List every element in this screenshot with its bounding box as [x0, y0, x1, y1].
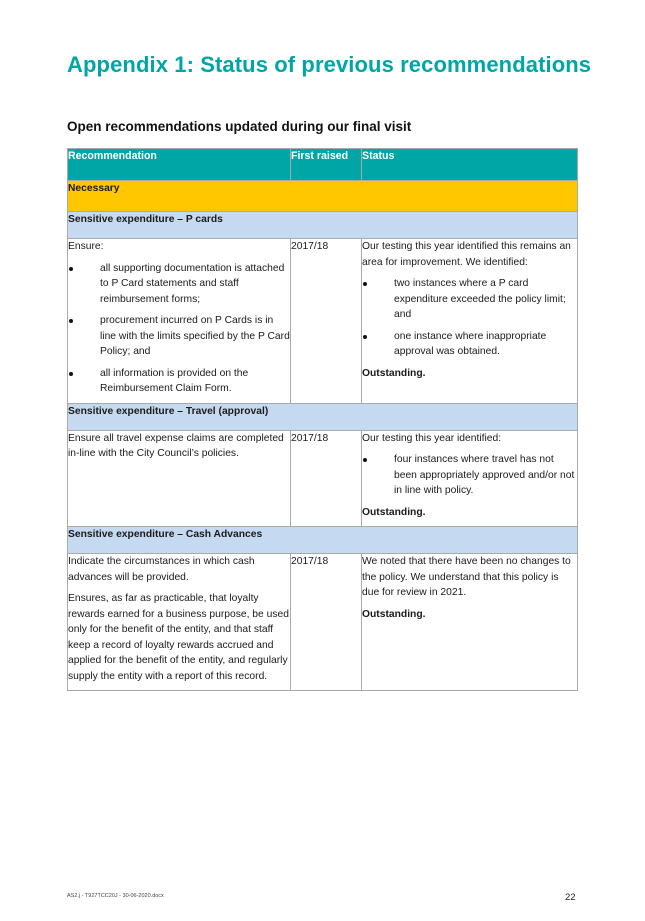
bullet-icon: [363, 335, 367, 339]
status-list: [362, 452, 577, 499]
list-item-text: two instances where a P card expenditure exceeded the policy limit; and: [394, 278, 566, 320]
section-row: [68, 403, 578, 430]
list-item: [362, 452, 577, 499]
recommendation-cell: [68, 430, 291, 527]
page-number: 22: [565, 892, 576, 903]
status-cell: [362, 239, 578, 404]
section-title-cash-advances: Sensitive expenditure – Cash Advances: [68, 527, 578, 554]
table-header-row: [68, 149, 578, 181]
status-outcome: Outstanding.: [362, 608, 426, 620]
list-item: [68, 366, 290, 397]
table-row: [68, 554, 578, 691]
priority-label: Necessary: [68, 181, 578, 212]
list-item: [68, 261, 290, 308]
recommendations-table: [67, 148, 578, 691]
bullet-icon: [363, 458, 367, 462]
section-title-p-cards: Sensitive expenditure – P cards: [68, 212, 578, 239]
status-intro: We noted that there have been no changes to the policy. We understand that this policy is due for review in 2021.: [362, 556, 571, 598]
recommendation-intro: Ensure:: [68, 241, 104, 252]
list-item: [362, 276, 577, 323]
recommendation-cell: [68, 239, 291, 404]
first-raised-cell: 2017/18: [291, 239, 362, 404]
status-list: [362, 276, 577, 360]
table-row: [68, 239, 578, 404]
section-title-travel: Sensitive expenditure – Travel (approval): [68, 403, 578, 430]
recommendation-cell: [68, 554, 291, 691]
status-intro: Our testing this year identified this remains an area for improvement. We identified:: [362, 241, 571, 268]
status-intro: Our testing this year identified:: [362, 432, 502, 444]
section-subtitle: Open recommendations updated during our final visit: [67, 119, 412, 134]
status-cell: [362, 554, 578, 691]
priority-row: [68, 181, 578, 212]
header-status: Status: [362, 149, 578, 181]
bullet-icon: [69, 319, 73, 323]
status-cell: [362, 430, 578, 527]
first-raised-cell: 2017/18: [291, 554, 362, 691]
recommendation-list: [68, 261, 290, 397]
header-recommendation: Recommendation: [68, 149, 291, 181]
list-item-text: all supporting documentation is attached to P Card statements and staff reimbursement forms;: [100, 262, 285, 305]
recommendation-paragraph: Ensures, as far as practicable, that loyalty rewards earned for a business purpose, be used only for the benefit of the entity, and that staff keep a record of loyalty rewards accrued and applied for the benefit of the entity, and regularly supply the entity with a report of this record.: [68, 593, 289, 682]
list-item: [68, 313, 290, 360]
section-row: [68, 527, 578, 554]
list-item: [362, 329, 577, 360]
bullet-icon: [69, 267, 73, 271]
section-row: [68, 212, 578, 239]
bullet-icon: [69, 372, 73, 376]
list-item-text: four instances where travel has not been appropriately approved and/or not in line with policy.: [394, 454, 575, 496]
list-item-text: procurement incurred on P Cards is in line with the limits specified by the P Card Policy; and: [100, 315, 290, 357]
list-item-text: one instance where inappropriate approval was obtained.: [394, 330, 547, 357]
recommendation-paragraph: Indicate the circumstances in which cash advances will be provided.: [68, 556, 255, 583]
recommendation-text: Ensure all travel expense claims are completed in-line with the City Council’s policies.: [68, 432, 284, 459]
status-outcome: Outstanding.: [362, 506, 426, 518]
table-row: [68, 430, 578, 527]
status-outcome: Outstanding.: [362, 367, 426, 379]
first-raised-cell: 2017/18: [291, 430, 362, 527]
bullet-icon: [363, 282, 367, 286]
footer-doc-ref: AS2.j - T927TCC20J - 30-06-2020.docx: [67, 893, 164, 899]
page-title: Appendix 1: Status of previous recommendations: [67, 52, 592, 77]
header-first-raised: First raised: [291, 149, 362, 181]
list-item-text: all information is provided on the Reimbursement Claim Form.: [100, 367, 249, 394]
